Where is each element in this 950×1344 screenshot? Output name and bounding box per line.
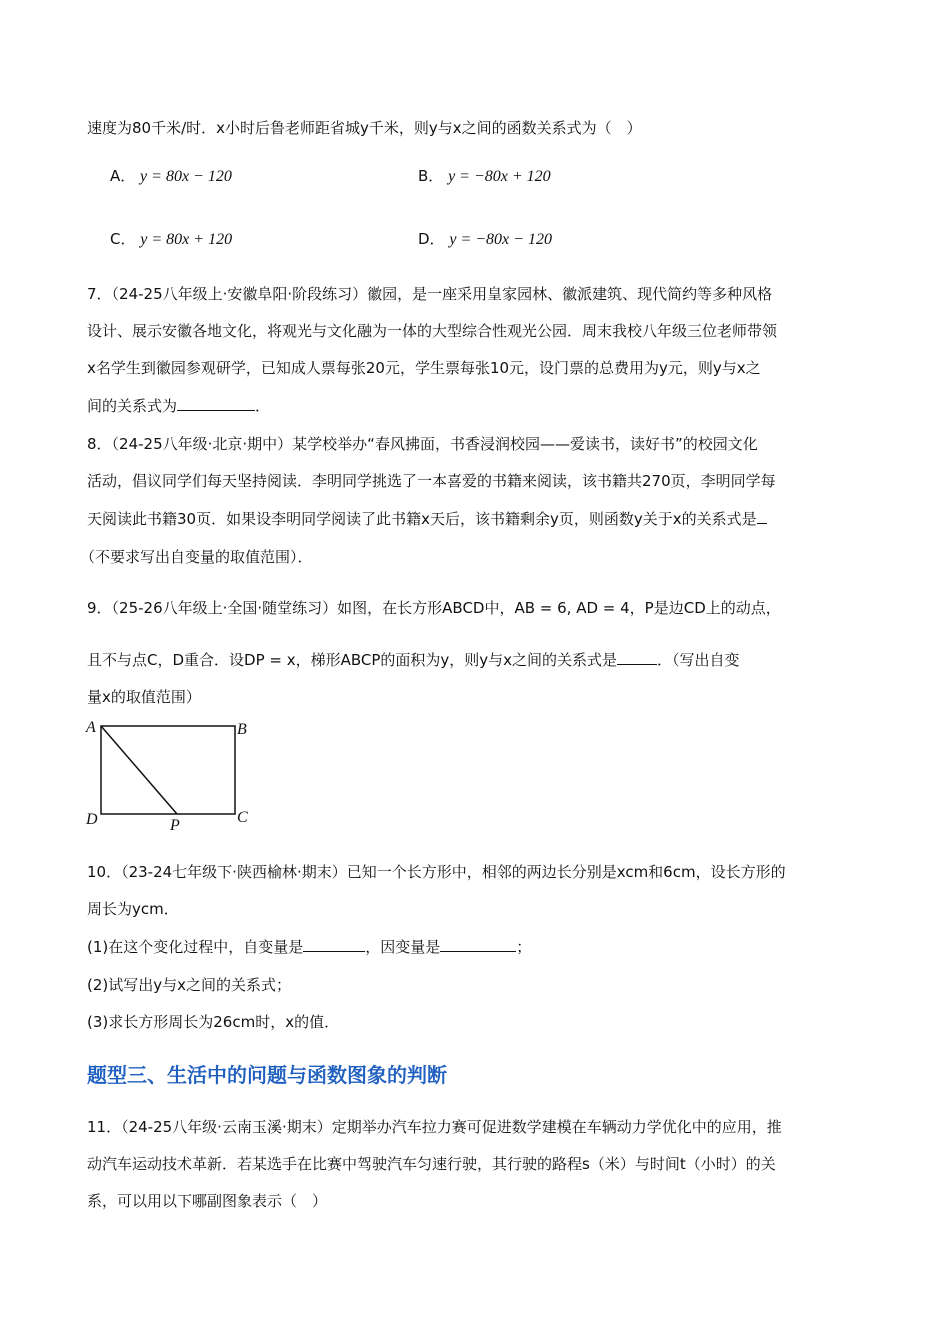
option-label: A． xyxy=(110,167,136,185)
q9-line-1: 9．（25-26八年级上·全国·随堂练习）如图，在长方形ABCD中，AB = 6, AD = 4，P是边CD上的动点， xyxy=(87,599,781,617)
q11-line-2: 动汽车运动技术革新．若某选手在比赛中驾驶汽车匀速行驶，其行驶的路程s（米）与时间t（小时）的关 xyxy=(87,1155,776,1173)
answer-blank[interactable] xyxy=(177,394,255,411)
q7-line-4-text: 间的关系式为 xyxy=(87,397,178,415)
q8-line-1: 8．（24-25八年级·北京·期中）某学校举办“春风拂面，书香浸润校园——爱读书，读好书”的校园文化 xyxy=(87,435,758,453)
answer-blank[interactable] xyxy=(440,935,516,952)
q6-option-a[interactable] xyxy=(110,165,232,188)
q11-line-3: 系，可以用以下哪副图象表示（ ） xyxy=(87,1192,328,1210)
q10-sub-1 xyxy=(87,935,531,958)
q9-line-2-text: 且不与点C，D重合．设DP = x，梯形ABCP的面积为y，则y与x之间的关系式是 xyxy=(87,651,618,669)
rectangle-figure xyxy=(80,712,280,836)
point-label-p: P xyxy=(170,817,180,834)
vertex-label-d: D xyxy=(86,811,98,828)
answer-blank[interactable] xyxy=(617,648,657,665)
option-expression: y = 80x + 120 xyxy=(140,231,233,248)
q8-line-3 xyxy=(87,507,767,530)
q6-option-b[interactable] xyxy=(418,165,551,188)
q8-line-2: 活动，倡议同学们每天坚持阅读．李明同学挑选了一本喜爱的书籍来阅读，该书籍共270页，李明同学每 xyxy=(87,472,776,490)
vertex-label-c: C xyxy=(237,809,248,826)
option-label: D． xyxy=(418,230,445,248)
vertex-label-b: B xyxy=(237,721,247,738)
q8-line-4: （不要求写出自变量的取值范围）． xyxy=(80,548,313,566)
q7-line-1: 7．（24-25八年级上·安徽阜阳·阶段练习）徽园，是一座采用皇家园林、徽派建筑、现代简约等多种风格 xyxy=(87,285,773,303)
q7-line-3: x名学生到徽园参观研学，已知成人票每张20元，学生票每张10元，设门票的总费用为y元，则y与x之 xyxy=(87,359,761,377)
q10-sub-1-b: ，因变量是 xyxy=(365,938,441,956)
q9-line-3: 量x的取值范围） xyxy=(87,688,201,706)
q8-line-3-text: 天阅读此书籍30页．如果设李明同学阅读了此书籍x天后，该书籍剩余y页，则函数y关于x的关系式是 xyxy=(87,510,757,528)
q10-sub-1-a: (1)在这个变化过程中，自变量是 xyxy=(87,938,304,956)
section-heading: 题型三、生活中的问题与函数图象的判断 xyxy=(87,1063,447,1087)
q10-sub-3: (3)求长方形周长为26cm时，x的值． xyxy=(87,1013,340,1031)
q10-line-2: 周长为ycm． xyxy=(87,900,179,918)
q10-sub-1-c: ； xyxy=(516,938,532,956)
q10-sub-2: (2)试写出y与x之间的关系式； xyxy=(87,976,292,994)
q11-line-1: 11．（24-25八年级·云南玉溪·期末）定期举办汽车拉力赛可促进数学建模在车辆动力学优化中的应用，推 xyxy=(87,1118,782,1136)
option-label: B． xyxy=(418,167,444,185)
q7-line-4-end: ． xyxy=(255,397,271,415)
option-expression: y = −80x − 120 xyxy=(449,231,552,248)
q7-line-4 xyxy=(87,394,270,417)
q6-option-d[interactable] xyxy=(418,228,552,251)
option-expression: y = 80x − 120 xyxy=(140,168,232,185)
option-expression: y = −80x + 120 xyxy=(448,168,551,185)
q6-option-c[interactable] xyxy=(110,228,232,251)
segment-ap xyxy=(101,726,177,814)
q9-line-2 xyxy=(87,648,740,671)
answer-blank[interactable] xyxy=(757,507,767,524)
q9-line-2-end: ．（写出自变 xyxy=(657,651,740,669)
q7-line-2: 设计、展示安徽各地文化，将观光与文化融为一体的大型综合性观光公园．周末我校八年级三位老师带领 xyxy=(87,322,778,340)
rectangle-abcd xyxy=(101,726,235,814)
q6-stem: 速度为80千米/时．x小时后鲁老师距省城y千米，则y与x之间的函数关系式为（ ） xyxy=(87,119,642,137)
option-label: C． xyxy=(110,230,136,248)
vertex-label-a: A xyxy=(86,719,96,736)
answer-blank[interactable] xyxy=(303,935,365,952)
q10-line-1: 10．（23-24七年级下·陕西榆林·期末）已知一个长方形中，相邻的两边长分别是xcm和6cm，设长方形的 xyxy=(87,863,786,881)
